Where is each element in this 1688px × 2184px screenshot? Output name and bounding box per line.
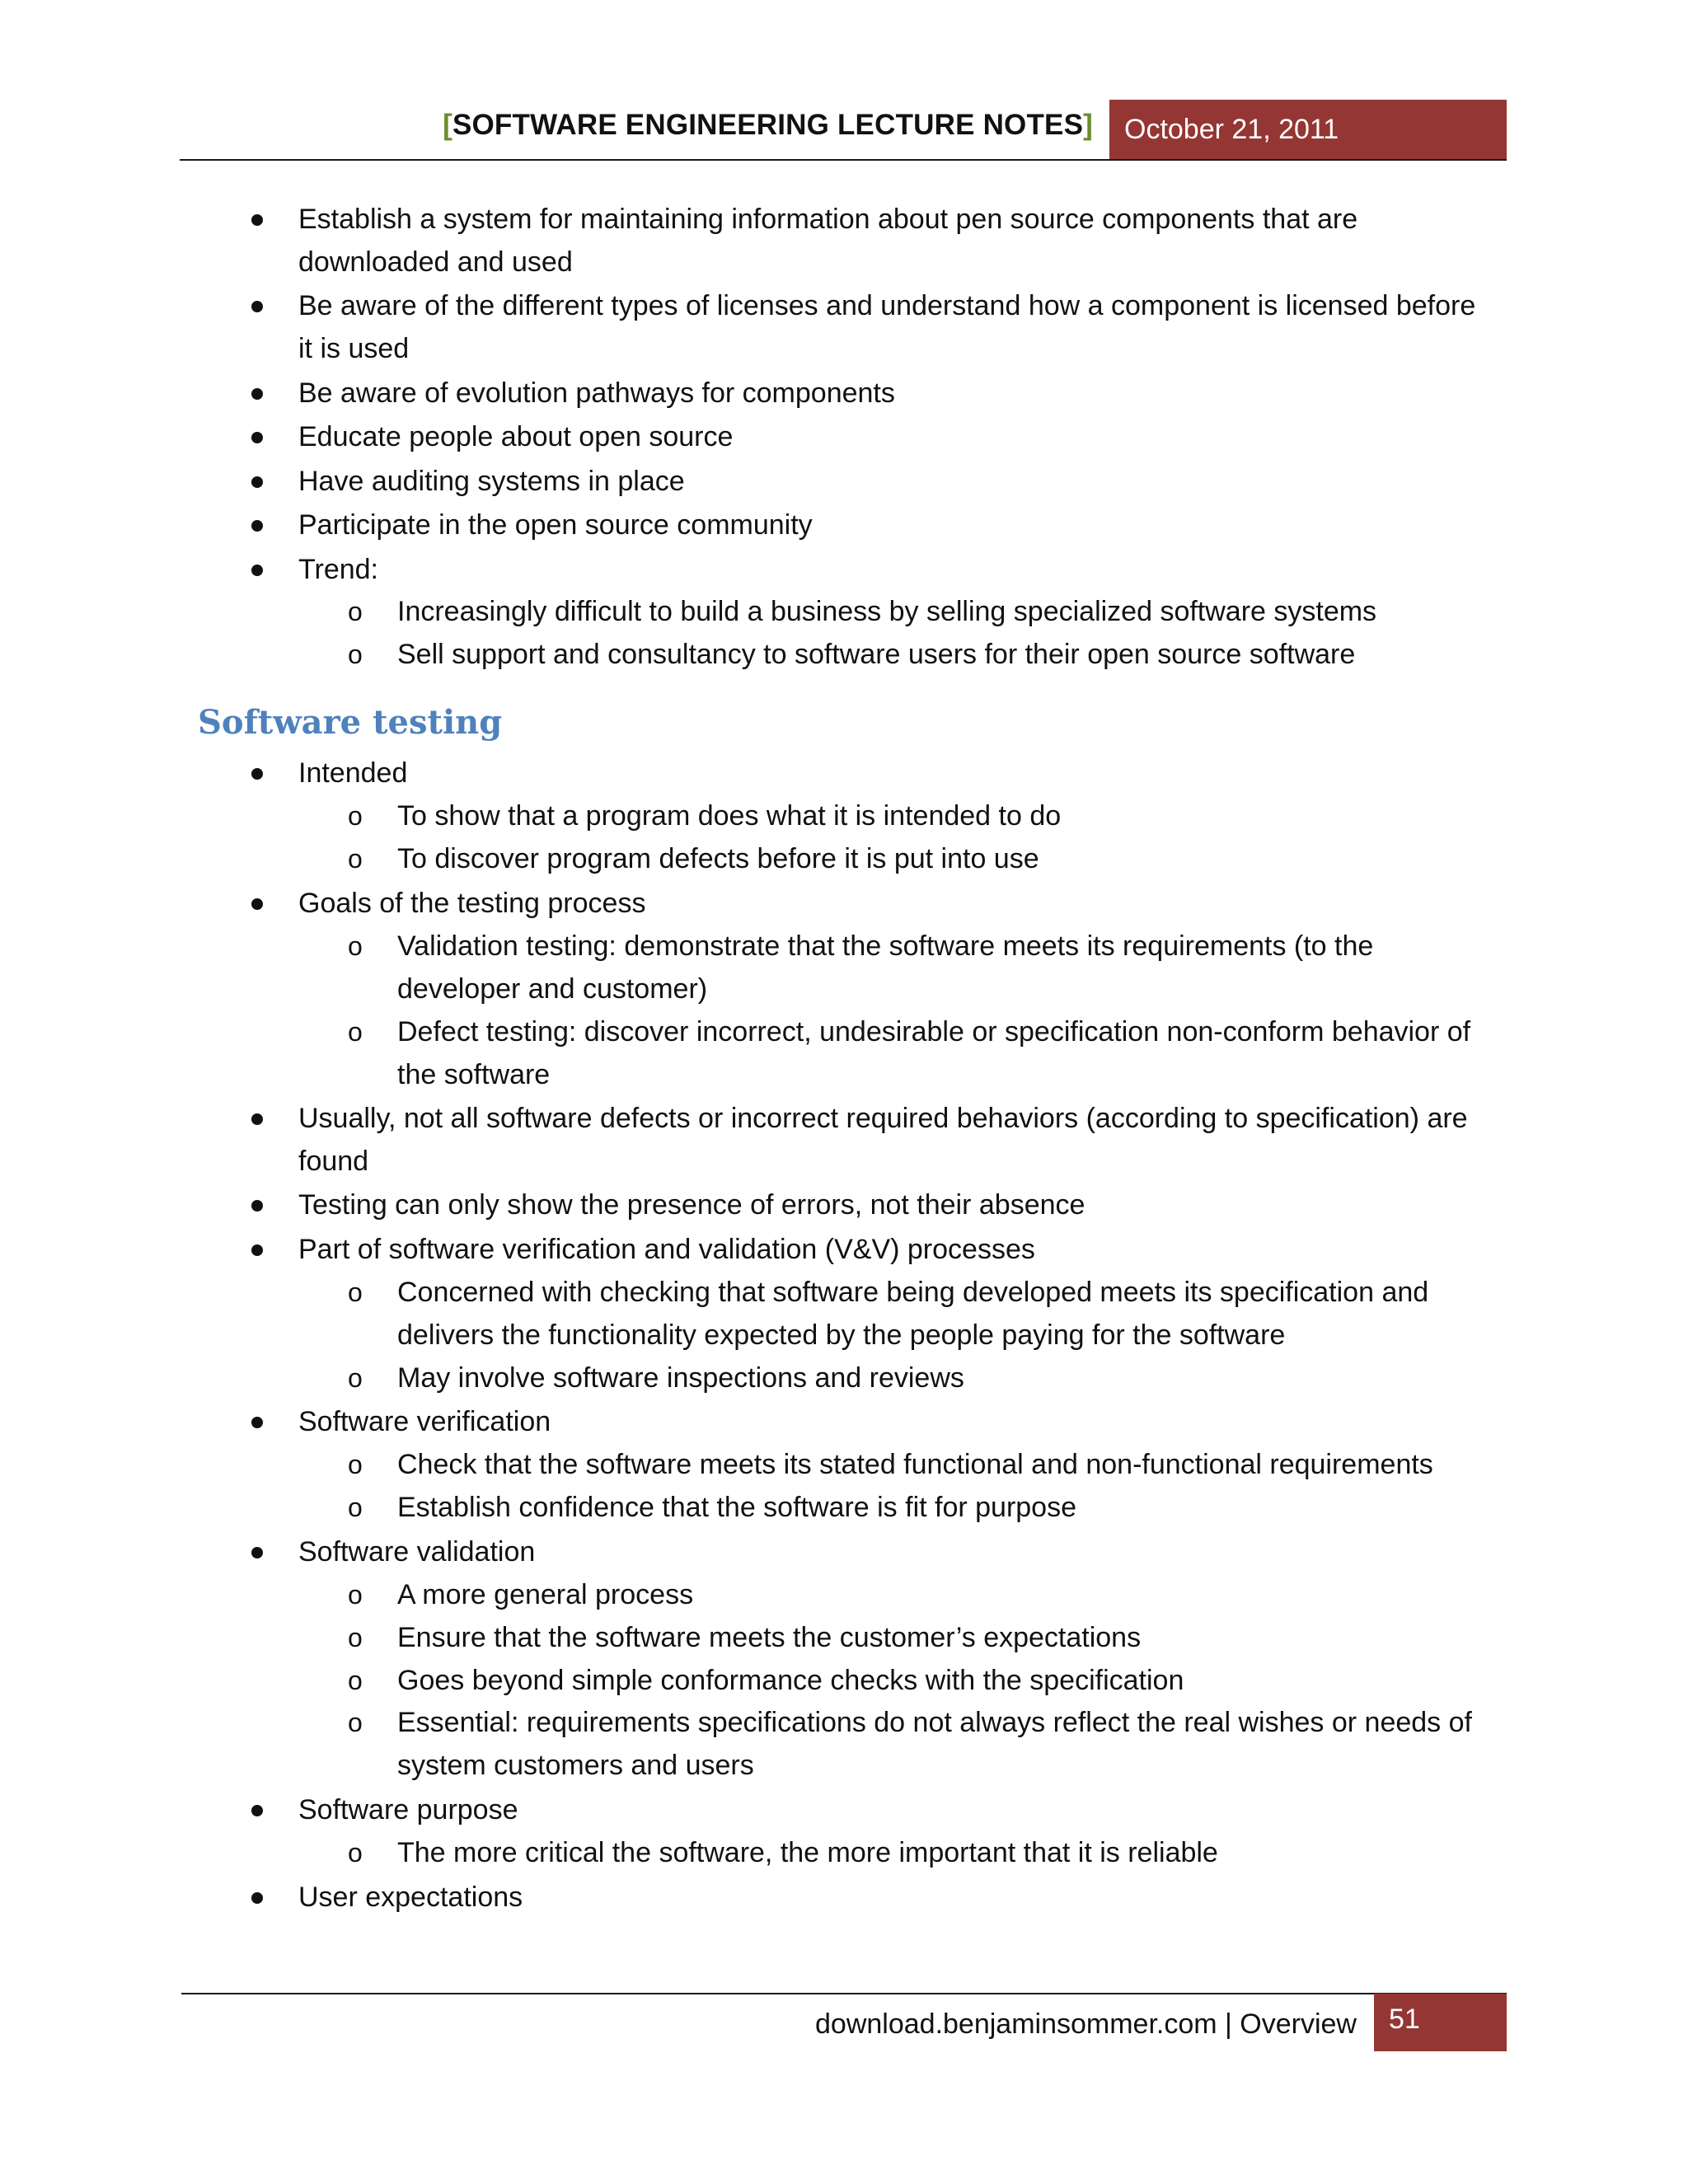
- sub-list-item: To show that a program does what it is intended to do: [397, 800, 1062, 832]
- bullet-icon: [251, 432, 263, 443]
- bullet-icon: [251, 565, 263, 576]
- sub-list-item: Sell support and consultancy to software users for their open source software: [397, 639, 1356, 670]
- list-item-continuation: downloaded and used: [298, 246, 573, 278]
- bullet-icon: [251, 214, 263, 226]
- list-item: Part of software verification and validation (V&V) processes: [298, 1234, 1035, 1265]
- list-item: Software validation: [298, 1536, 536, 1568]
- header-bracket-close: ]: [1083, 109, 1093, 141]
- sub-list-item: A more general process: [397, 1579, 694, 1610]
- bullet-icon: [251, 1113, 263, 1125]
- list-item: Trend:: [298, 554, 379, 585]
- sub-list-item: Essential: requirements specifications do not always reflect the real wishes or needs of: [397, 1707, 1472, 1738]
- bullet-icon: [251, 898, 263, 910]
- bullet-icon: [251, 1417, 263, 1428]
- list-item: Establish a system for maintaining information about pen source components that are: [298, 204, 1358, 235]
- bullet-icon: [251, 1547, 263, 1558]
- list-item: Be aware of evolution pathways for components: [298, 377, 895, 409]
- sub-bullet-icon: o: [348, 640, 363, 669]
- footer-divider: [181, 1993, 1507, 1994]
- bullet-icon: [251, 1805, 263, 1816]
- sub-list-item: The more critical the software, the more important that it is reliable: [397, 1837, 1218, 1868]
- list-item-continuation: found: [298, 1146, 369, 1177]
- header-date: October 21, 2011: [1109, 100, 1507, 161]
- bullet-icon: [251, 301, 263, 312]
- sub-bullet-icon: o: [348, 1580, 363, 1610]
- bullet-icon: [251, 520, 263, 532]
- header-title-text: SOFTWARE ENGINEERING LECTURE NOTES: [452, 109, 1084, 141]
- bullet-icon: [251, 476, 263, 488]
- list-item: Software purpose: [298, 1794, 518, 1825]
- sub-list-item: Check that the software meets its stated functional and non-functional requirements: [397, 1449, 1433, 1480]
- sub-bullet-icon: o: [348, 1277, 363, 1307]
- sub-list-item: Concerned with checking that software being developed meets its specification and: [397, 1277, 1429, 1308]
- list-item: Be aware of the different types of licenses and understand how a component is licensed before: [298, 290, 1476, 321]
- bullet-icon: [251, 1892, 263, 1904]
- bullet-icon: [251, 768, 263, 780]
- list-item: Participate in the open source community: [298, 509, 813, 541]
- header-bracket-open: [: [443, 109, 452, 141]
- page-number: 51: [1374, 1994, 1507, 2051]
- sub-list-item: Ensure that the software meets the customer’s expectations: [397, 1622, 1142, 1653]
- sub-list-item-continuation: the software: [397, 1059, 551, 1090]
- bullet-icon: [251, 1244, 263, 1256]
- sub-list-item: To discover program defects before it is put into use: [397, 843, 1039, 874]
- sub-bullet-icon: o: [348, 597, 363, 626]
- list-item: Usually, not all software defects or incorrect required behaviors (according to specification) are: [298, 1103, 1468, 1134]
- bullet-icon: [251, 1200, 263, 1212]
- list-item-continuation: it is used: [298, 333, 410, 364]
- list-item: Have auditing systems in place: [298, 466, 685, 497]
- sub-bullet-icon: o: [348, 1017, 363, 1047]
- sub-bullet-icon: o: [348, 844, 363, 874]
- sub-list-item-continuation: system customers and users: [397, 1750, 754, 1781]
- list-item: Goals of the testing process: [298, 888, 646, 919]
- list-item: Educate people about open source: [298, 421, 734, 452]
- sub-list-item: Validation testing: demonstrate that the software meets its requirements (to the: [397, 930, 1374, 962]
- sub-list-item: Increasingly difficult to build a business by selling specialized software systems: [397, 596, 1377, 627]
- list-item: Testing can only show the presence of errors, not their absence: [298, 1189, 1085, 1221]
- list-item: User expectations: [298, 1882, 523, 1913]
- sub-bullet-icon: o: [348, 1363, 363, 1393]
- sub-bullet-icon: o: [348, 931, 363, 961]
- sub-list-item-continuation: delivers the functionality expected by the people paying for the software: [397, 1319, 1286, 1351]
- sub-list-item-continuation: developer and customer): [397, 973, 708, 1005]
- header-divider: [180, 159, 1507, 161]
- sub-list-item: May involve software inspections and reviews: [397, 1362, 964, 1394]
- sub-list-item: Defect testing: discover incorrect, undesirable or specification non-conform behavior of: [397, 1016, 1471, 1047]
- sub-bullet-icon: o: [348, 1623, 363, 1652]
- sub-bullet-icon: o: [348, 801, 363, 831]
- sub-bullet-icon: o: [348, 1666, 363, 1695]
- sub-list-item: Establish confidence that the software is fit for purpose: [397, 1492, 1077, 1523]
- footer-text: download.benjaminsommer.com | Overview: [815, 2008, 1357, 2040]
- header-title: [443, 109, 1093, 142]
- section-heading: Software testing: [198, 703, 503, 742]
- sub-bullet-icon: o: [348, 1493, 363, 1522]
- sub-bullet-icon: o: [348, 1708, 363, 1737]
- list-item: Software verification: [298, 1406, 551, 1437]
- bullet-icon: [251, 388, 263, 400]
- sub-bullet-icon: o: [348, 1838, 363, 1868]
- list-item: Intended: [298, 757, 408, 789]
- sub-bullet-icon: o: [348, 1450, 363, 1479]
- sub-list-item: Goes beyond simple conformance checks with the specification: [397, 1665, 1184, 1696]
